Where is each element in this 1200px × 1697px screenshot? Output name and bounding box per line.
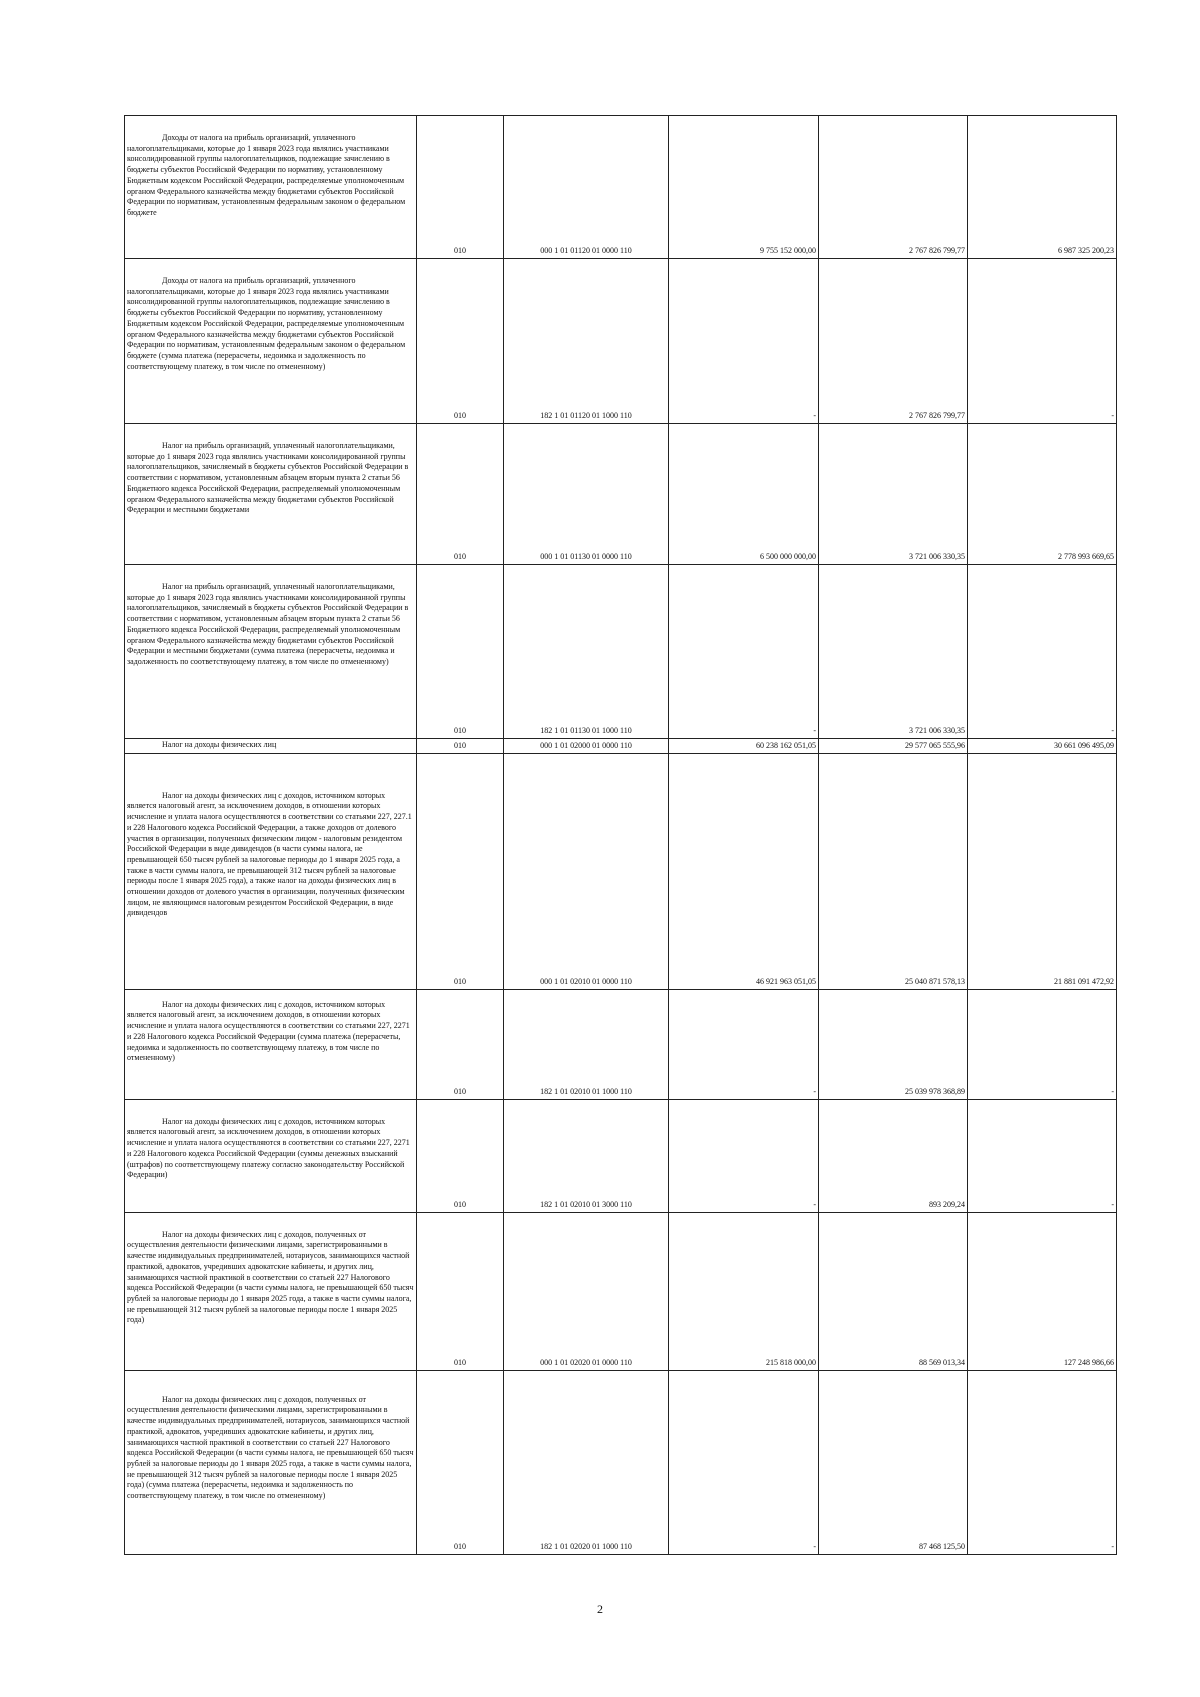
row-name: Налог на доходы физических лиц с доходов, источником которых является налоговый агент, за исключением доходов, в отношении которых исчисление и уплата налога осуществляются в соответствии со статьями 227, 227.1 и 228 Налогового кодекса Российской Федерации, а также доходов от долевого участия в организации, полученных физическим лицом - налоговым резидентом Российской Федерации в виде дивидендов (в части суммы налога, не превышающей 650 тысяч рублей за налоговые периоды до 1 января 2025 года, а также в части суммы налога, не превышающей 312 тысяч рублей за налоговые периоды после 1 января 2025 года), а также налог на доходы физических лиц в отношении доходов от долевого участия в организации, полученных физическим лицом, не являющимся налоговым резидентом Российской Федерации, в виде дивидендов bbox=[125, 753, 417, 989]
row-approved: 46 921 963 051,05 bbox=[669, 753, 819, 989]
table-row bbox=[125, 989, 1117, 1099]
table-row bbox=[125, 565, 1117, 739]
row-name: Налог на доходы физических лиц с доходов, источником которых является налоговый агент, за исключением доходов, в отношении которых исчисление и уплата налога осуществляются в соответствии со статьями 227, 2271 и 228 Налогового кодекса Российской Федерации (суммы денежных взысканий (штрафов) по соответствующему платежу согласно законодательству Российской Федерации) bbox=[125, 1099, 417, 1212]
row-executed: 893 209,24 bbox=[819, 1099, 968, 1212]
row-line-code: 010 bbox=[417, 565, 504, 739]
row-executed: 88 569 013,34 bbox=[819, 1212, 968, 1370]
row-approved: - bbox=[669, 1099, 819, 1212]
table-row bbox=[125, 739, 1117, 754]
row-executed: 87 468 125,50 bbox=[819, 1370, 968, 1554]
row-name: Налог на доходы физических лиц bbox=[125, 739, 417, 754]
row-executed: 29 577 065 555,96 bbox=[819, 739, 968, 754]
row-executed: 25 040 871 578,13 bbox=[819, 753, 968, 989]
row-budget-code: 182 1 01 02010 01 1000 110 bbox=[504, 989, 669, 1099]
row-executed: 2 767 826 799,77 bbox=[819, 259, 968, 424]
row-unexecuted: - bbox=[968, 565, 1117, 739]
row-unexecuted: 2 778 993 669,65 bbox=[968, 424, 1117, 565]
row-unexecuted: 21 881 091 472,92 bbox=[968, 753, 1117, 989]
table-row bbox=[125, 116, 1117, 259]
row-name: Доходы от налога на прибыль организаций, уплаченного налогоплательщиками, которые до 1 января 2023 года являлись участниками консолидированной группы налогоплательщиков, подлежащие зачислению в бюджеты субъектов Российской Федерации по нормативу, установленному Бюджетным кодексом Российской Федерации, распределяемые уполномоченным органом Федерального казначейства между бюджетами субъектов Российской Федерации по нормативам, установленным федеральным законом о федеральном бюджете (сумма платежа (перерасчеты, недоимка и задолженность по соответствующему платежу, в том числе по отмененному) bbox=[125, 259, 417, 424]
row-budget-code: 182 1 01 02020 01 1000 110 bbox=[504, 1370, 669, 1554]
row-line-code: 010 bbox=[417, 1212, 504, 1370]
row-approved: 9 755 152 000,00 bbox=[669, 116, 819, 259]
row-budget-code: 000 1 01 02020 01 0000 110 bbox=[504, 1212, 669, 1370]
row-executed: 3 721 006 330,35 bbox=[819, 424, 968, 565]
row-line-code: 010 bbox=[417, 1370, 504, 1554]
row-name: Налог на доходы физических лиц с доходов, источником которых является налоговый агент, за исключением доходов, в отношении которых исчисление и уплата налога осуществляются в соответствии со статьями 227, 2271 и 228 Налогового кодекса Российской Федерации (сумма платежа (перерасчеты, недоимка и задолженность по соответствующему платежу, в том числе по отмененному) bbox=[125, 989, 417, 1099]
row-budget-code: 000 1 01 01130 01 0000 110 bbox=[504, 424, 669, 565]
page-number: 2 bbox=[597, 1602, 603, 1616]
row-executed: 3 721 006 330,35 bbox=[819, 565, 968, 739]
row-line-code: 010 bbox=[417, 116, 504, 259]
row-approved: - bbox=[669, 989, 819, 1099]
row-name: Налог на доходы физических лиц с доходов, полученных от осуществления деятельности физическими лицами, зарегистрированными в качестве индивидуальных предпринимателей, нотариусов, занимающихся частной практикой, адвокатов, учредивших адвокатские кабинеты, и других лиц, занимающихся частной практикой в соответствии со статьей 227 Налогового кодекса Российской Федерации (в части суммы налога, не превышающей 650 тысяч рублей за налоговые периоды до 1 января 2025 года, а также в части суммы налога, не превышающей 312 тысяч рублей за налоговые периоды после 1 января 2025 года) bbox=[125, 1212, 417, 1370]
row-approved: - bbox=[669, 565, 819, 739]
table-row bbox=[125, 1212, 1117, 1370]
row-budget-code: 182 1 01 02010 01 3000 110 bbox=[504, 1099, 669, 1212]
table-row bbox=[125, 1099, 1117, 1212]
row-name: Налог на доходы физических лиц с доходов, полученных от осуществления деятельности физическими лицами, зарегистрированными в качестве индивидуальных предпринимателей, нотариусов, занимающихся частной практикой, адвокатов, учредивших адвокатские кабинеты, и других лиц, занимающихся частной практикой в соответствии со статьей 227 Налогового кодекса Российской Федерации (в части суммы налога, не превышающей 650 тысяч рублей за налоговые периоды до 1 января 2025 года, а также в части суммы налога, не превышающей 312 тысяч рублей за налоговые периоды после 1 января 2025 года) (сумма платежа (перерасчеты, недоимка и задолженность по соответствующему платежу, в том числе по отмененному) bbox=[125, 1370, 417, 1554]
row-budget-code: 182 1 01 01120 01 1000 110 bbox=[504, 259, 669, 424]
table-row bbox=[125, 753, 1117, 989]
row-unexecuted: 127 248 986,66 bbox=[968, 1212, 1117, 1370]
row-budget-code: 182 1 01 01130 01 1000 110 bbox=[504, 565, 669, 739]
row-unexecuted: - bbox=[968, 1370, 1117, 1554]
row-name: Доходы от налога на прибыль организаций, уплаченного налогоплательщиками, которые до 1 января 2023 года являлись участниками консолидированной группы налогоплательщиков, подлежащие зачислению в бюджеты субъектов Российской Федерации по нормативу, установленному Бюджетным кодексом Российской Федерации, распределяемые уполномоченным органом Федерального казначейства между бюджетами субъектов Российской Федерации по нормативам, установленным федеральным законом о федеральном бюджете bbox=[125, 116, 417, 259]
row-approved: 6 500 000 000,00 bbox=[669, 424, 819, 565]
row-line-code: 010 bbox=[417, 259, 504, 424]
row-line-code: 010 bbox=[417, 1099, 504, 1212]
row-line-code: 010 bbox=[417, 424, 504, 565]
row-line-code: 010 bbox=[417, 989, 504, 1099]
row-name: Налог на прибыль организаций, уплаченный налогоплательщиками, которые до 1 января 2023 года являлись участниками консолидированной группы налогоплательщиков, зачисляемый в бюджеты субъектов Российской Федерации в соответствии с нормативом, установленным абзацем вторым пункта 2 статьи 56 Бюджетного кодекса Российской Федерации, распределяемый уполномоченным органом Федерального казначейства между бюджетами субъектов Российской Федерации и местными бюджетами (сумма платежа (перерасчеты, недоимка и задолженность по соответствующему платежу, в том числе по отмененному) bbox=[125, 565, 417, 739]
row-budget-code: 000 1 01 02000 01 0000 110 bbox=[504, 739, 669, 754]
row-unexecuted: - bbox=[968, 1099, 1117, 1212]
row-name: Налог на прибыль организаций, уплаченный налогоплательщиками, которые до 1 января 2023 года являлись участниками консолидированной группы налогоплательщиков, зачисляемый в бюджеты субъектов Российской Федерации в соответствии с нормативом, установленным абзацем вторым пункта 2 статьи 56 Бюджетного кодекса Российской Федерации, распределяемый уполномоченным органом Федерального казначейства между бюджетами субъектов Российской Федерации и местными бюджетами bbox=[125, 424, 417, 565]
table-row bbox=[125, 424, 1117, 565]
row-executed: 25 039 978 368,89 bbox=[819, 989, 968, 1099]
row-unexecuted: - bbox=[968, 989, 1117, 1099]
row-line-code: 010 bbox=[417, 753, 504, 989]
table-row bbox=[125, 1370, 1117, 1554]
row-line-code: 010 bbox=[417, 739, 504, 754]
row-approved: 215 818 000,00 bbox=[669, 1212, 819, 1370]
row-unexecuted: 6 987 325 200,23 bbox=[968, 116, 1117, 259]
income-report-table bbox=[124, 115, 1117, 1555]
row-approved: 60 238 162 051,05 bbox=[669, 739, 819, 754]
row-approved: - bbox=[669, 1370, 819, 1554]
row-budget-code: 000 1 01 02010 01 0000 110 bbox=[504, 753, 669, 989]
row-unexecuted: - bbox=[968, 259, 1117, 424]
row-executed: 2 767 826 799,77 bbox=[819, 116, 968, 259]
row-unexecuted: 30 661 096 495,09 bbox=[968, 739, 1117, 754]
row-approved: - bbox=[669, 259, 819, 424]
table-row bbox=[125, 259, 1117, 424]
row-budget-code: 000 1 01 01120 01 0000 110 bbox=[504, 116, 669, 259]
